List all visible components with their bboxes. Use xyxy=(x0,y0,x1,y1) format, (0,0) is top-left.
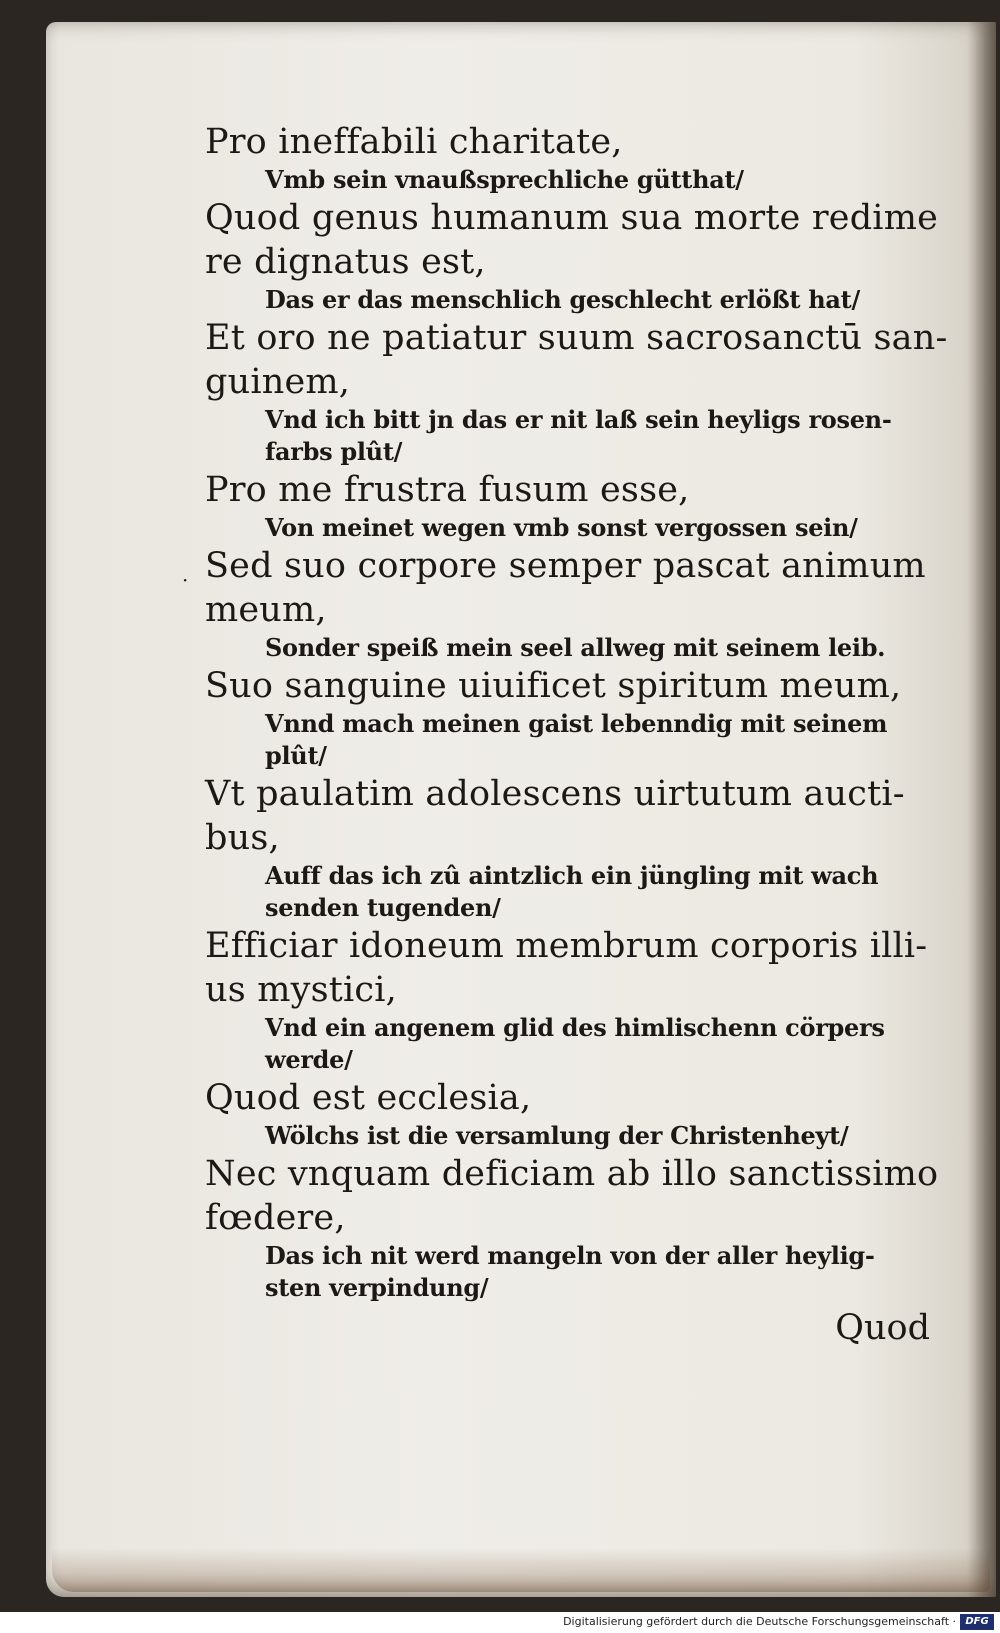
latin-line: Sed suo corpore semper pascat animum xyxy=(205,546,926,586)
latin-line: Efficiar idoneum membrum corporis illi- xyxy=(205,926,928,966)
latin-line: fœdere, xyxy=(205,1198,346,1238)
german-line: senden tugenden/ xyxy=(265,893,501,922)
dfg-logo[interactable]: DFG xyxy=(960,1614,994,1630)
german-line: Das ich nit werd mangeln von der aller heylig- xyxy=(265,1241,875,1270)
german-line: Vmb sein vnaußsprechliche gütthat/ xyxy=(265,165,744,194)
german-line: sten verpindung/ xyxy=(265,1273,489,1302)
latin-line: Nec vnquam deficiam ab illo sanctissimo xyxy=(205,1154,939,1194)
german-line: Vnnd mach meinen gaist lebenndig mit seinem xyxy=(265,709,888,738)
latin-line: re dignatus est, xyxy=(205,242,486,282)
latin-line: bus, xyxy=(205,818,280,858)
latin-line: Quod genus humanum sua morte redime xyxy=(205,198,938,238)
footer-credit: Digitalisierung gefördert durch die Deutsche Forschungsgemeinschaft · xyxy=(563,1615,956,1628)
latin-line: guinem, xyxy=(205,362,351,402)
catchword: Quod xyxy=(835,1308,930,1348)
page-text xyxy=(205,120,975,1304)
digitization-footer xyxy=(0,1612,1000,1633)
german-line: Vnd ein angenem glid des himlischenn cörpers xyxy=(265,1013,885,1042)
latin-line: Vt paulatim adolescens uirtutum aucti- xyxy=(205,774,905,814)
german-line: Das er das menschlich geschlecht erlößt hat/ xyxy=(265,285,860,314)
latin-line: Suo sanguine uiuificet spiritum meum, xyxy=(205,666,902,706)
marginal-marker: · xyxy=(182,568,189,592)
latin-line: meum, xyxy=(205,590,327,630)
german-line: Sonder speiß mein seel allweg mit seinem leib. xyxy=(265,633,886,662)
page-edge-shadow xyxy=(52,1548,990,1592)
latin-line: Pro me frustra fusum esse, xyxy=(205,470,690,510)
latin-line: Pro ineffabili charitate, xyxy=(205,122,623,162)
german-line: werde/ xyxy=(265,1045,353,1074)
german-line: farbs plût/ xyxy=(265,437,403,466)
german-line: Vnd ich bitt jn das er nit laß sein heyligs rosen- xyxy=(265,405,892,434)
latin-line: us mystici, xyxy=(205,970,397,1010)
german-line: Wölchs ist die versamlung der Christenheyt/ xyxy=(265,1121,849,1150)
german-line: Von meinet wegen vmb sonst vergossen sein/ xyxy=(265,513,858,542)
german-line: Auff das ich zû aintzlich ein jüngling mit wach xyxy=(265,861,879,890)
german-line: plût/ xyxy=(265,741,327,770)
latin-line: Quod est ecclesia, xyxy=(205,1078,532,1118)
latin-line: Et oro ne patiatur suum sacrosanctū san- xyxy=(205,318,948,358)
